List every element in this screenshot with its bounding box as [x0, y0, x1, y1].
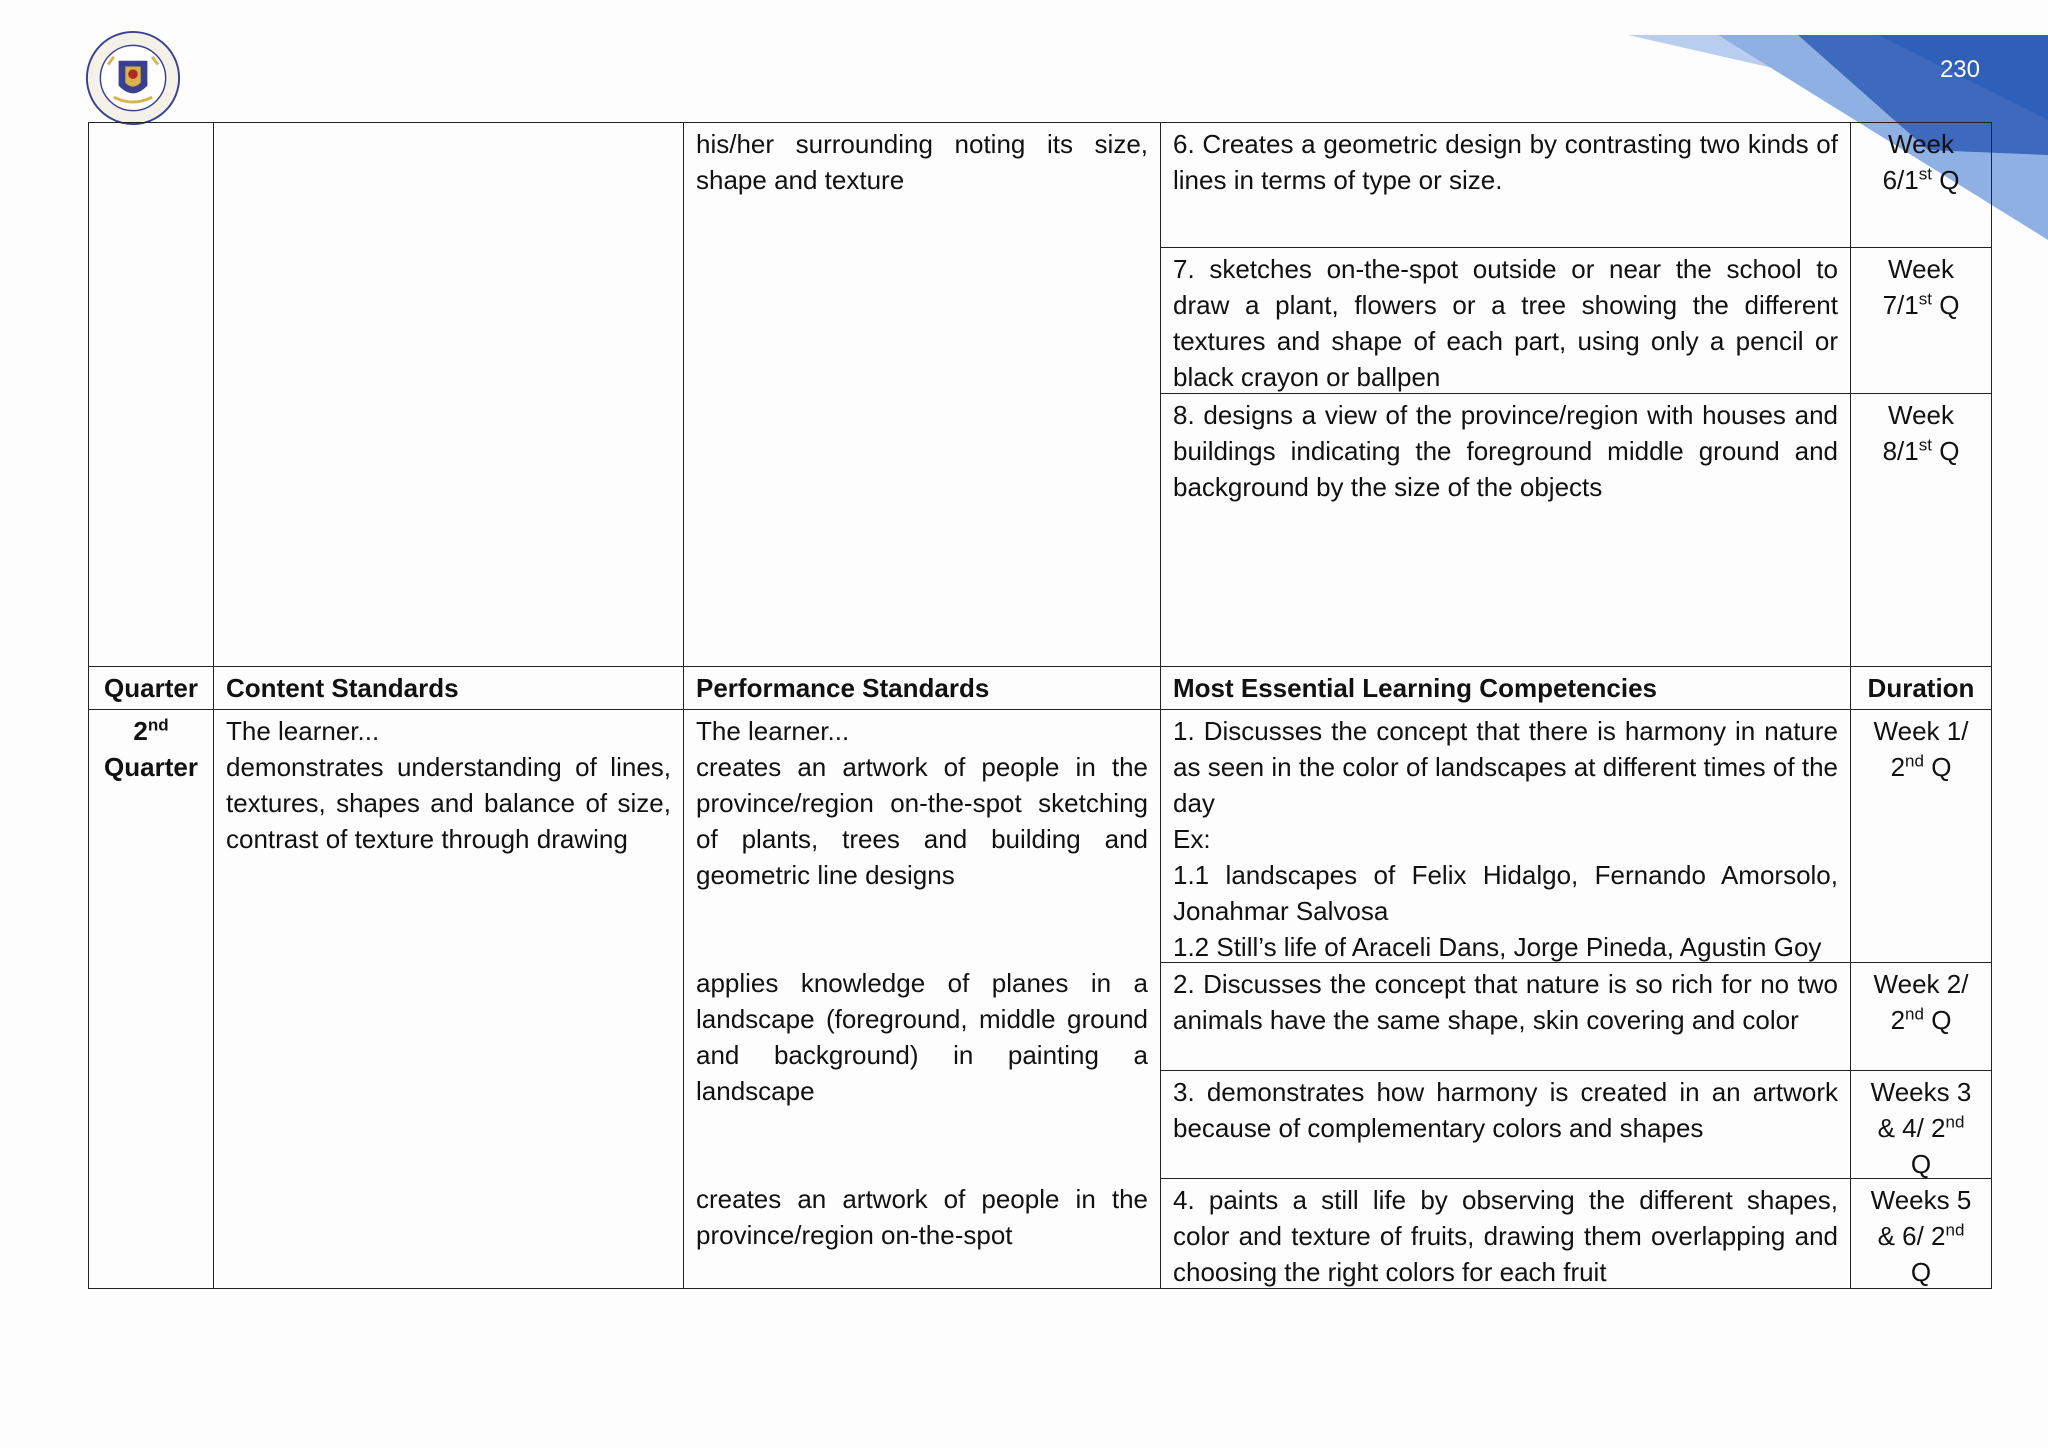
header-performance-standards: Performance Standards: [684, 667, 1161, 710]
duration-week7: Week 7/1st Q: [1851, 247, 1991, 393]
deped-seal-logo: [85, 30, 181, 126]
quarter-cell: 2nd Quarter: [89, 710, 214, 1289]
header-competencies: Most Essential Learning Competencies: [1161, 667, 1851, 710]
duration-stack-continued: [1851, 123, 1992, 667]
header-content-standards: Content Standards: [214, 667, 684, 710]
table-row: [89, 123, 1992, 667]
content-cell-continued: [214, 123, 684, 667]
competency-stack: [1161, 710, 1851, 1289]
header-quarter: Quarter: [89, 667, 214, 710]
duration-stack: [1851, 710, 1992, 1289]
performance-item-1: creates an artwork of people in the province/region on-the-spot sketching of plants, trees and building and geometric line designs: [696, 752, 1148, 890]
content-standards-cell: [214, 710, 684, 1289]
performance-item-3: creates an artwork of people in the province/region on-the-spot: [696, 1184, 1148, 1250]
content-lead: The learner...: [226, 716, 380, 746]
competency-1: 1. Discusses the concept that there is harmony in nature as seen in the color of landscapes at different times of the day Ex: 1.1 landscapes of Felix Hidalgo, Fernando Amorsolo, Jonahmar Salvosa 1.2 Still’s life of Araceli Dans, Jorge Pineda, Agustin Goy: [1173, 716, 1838, 962]
performance-lead: The learner...: [696, 716, 850, 746]
duration-weeks5-6: Weeks 5 & 6/ 2nd Q: [1851, 1178, 1991, 1288]
competency-8: 8. designs a view of the province/region with houses and buildings indicating the foreground middle ground and background by the size of the objects: [1161, 393, 1850, 666]
quarter-cell-continued: [89, 123, 214, 667]
table-header-row: [89, 667, 1992, 710]
content-text: demonstrates understanding of lines, textures, shapes and balance of size, contrast of texture through drawing: [226, 752, 671, 854]
performance-item-2: applies knowledge of planes in a landscape (foreground, middle ground and background) in painting a landscape: [696, 968, 1148, 1106]
competency-stack-continued: [1161, 123, 1851, 667]
duration-week1: Week 1/ 2nd Q: [1873, 716, 1969, 782]
competency-4: 4. paints a still life by observing the different shapes, color and texture of fruits, drawing them overlapping and choosing the right colors for each fruit: [1161, 1178, 1850, 1288]
competency-2: 2. Discusses the concept that nature is so rich for no two animals have the same shape, skin covering and color: [1161, 962, 1850, 1070]
page-number: 230: [1939, 56, 1980, 83]
competency-6: 6. Creates a geometric design by contrasting two kinds of lines in terms of type or size.: [1173, 129, 1838, 195]
duration-week6: Week 6/1st Q: [1882, 129, 1960, 195]
curriculum-table: [88, 122, 1992, 1289]
competency-7: 7. sketches on-the-spot outside or near the school to draw a plant, flowers or a tree showing the different textures and shape of each part, using only a pencil or black crayon or ballpen: [1161, 247, 1850, 393]
header-duration: Duration: [1851, 667, 1992, 710]
competency-3: 3. demonstrates how harmony is created in an artwork because of complementary colors and shapes: [1161, 1070, 1850, 1178]
performance-standards-cell: [684, 710, 1161, 1289]
duration-weeks3-4: Weeks 3 & 4/ 2nd Q: [1851, 1070, 1991, 1178]
table-row: [89, 710, 1992, 1289]
duration-week8: Week 8/1st Q: [1851, 393, 1991, 666]
duration-week2: Week 2/ 2nd Q: [1851, 962, 1991, 1070]
performance-cell-continued: his/her surrounding noting its size, shape and texture: [684, 123, 1161, 667]
